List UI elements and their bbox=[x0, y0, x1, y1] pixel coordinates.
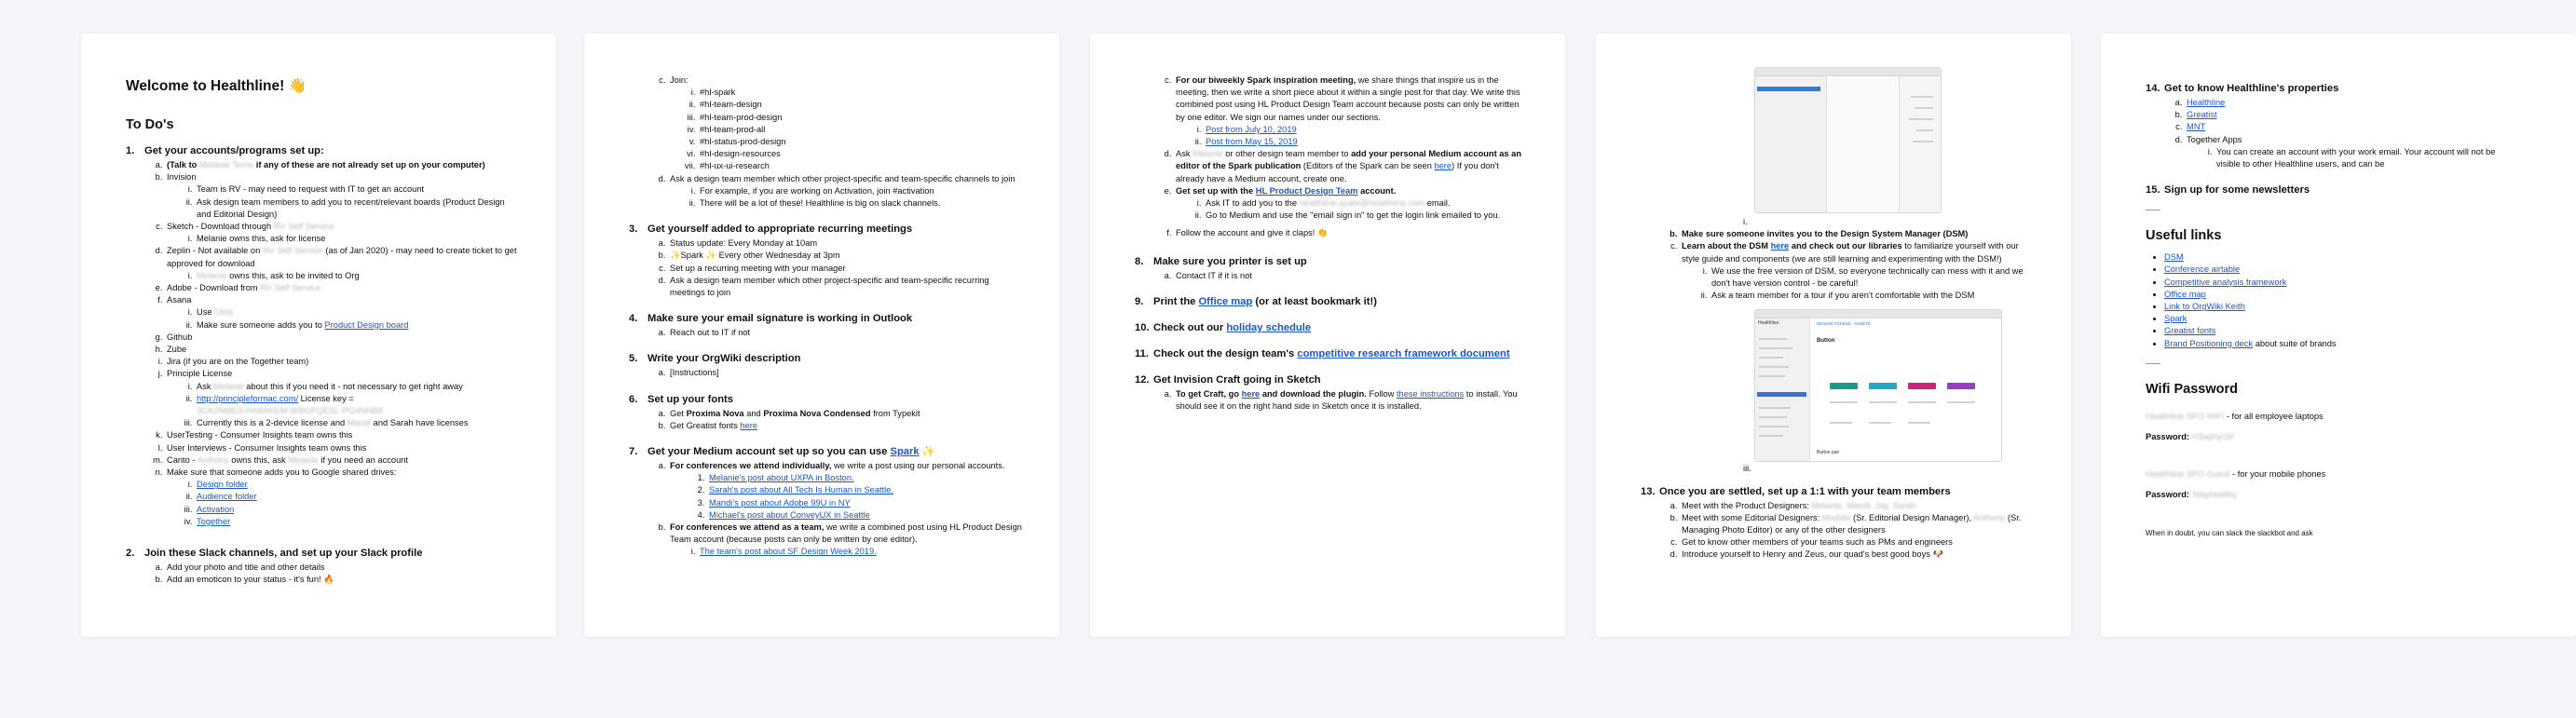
post-link[interactable]: Melanie's post about UXPA in Boston. bbox=[709, 473, 854, 483]
todo-item-14: 14. Get to know Healthline's properties a. Healthline b. Greatist c. MNT d. Together Apps i. You can create an account with your work email. Your account will not be visible to other Healthline users, and can be bbox=[2164, 82, 2500, 170]
slack-channel: ii. #hl-team-design bbox=[698, 99, 1022, 111]
list-item: b. Add an emoticon to your status - it's fun! 🔥 bbox=[165, 574, 519, 586]
list-item bbox=[1204, 124, 1528, 136]
list-item: i. Melanie owns this, ask for license bbox=[195, 233, 519, 245]
list-item: ii. http://principleformac.com/ License key = 3CA2NME3-HABAKEM-WBGFQESL-PG4NNB8 bbox=[195, 393, 519, 417]
list-item bbox=[1204, 136, 1528, 148]
holiday-schedule-link[interactable]: holiday schedule bbox=[1226, 321, 1312, 333]
wifi-section: Healthline SFO WiFi - for all employee laptops Password: H3a|thy!SF Healthline SFO Guest - for your mobile phones Password: Stayhealthy When in doubt, you can slack the slackbot and ask bbox=[2146, 411, 2326, 537]
todo-item-9: 9. Print the Office map (or at least bookmark it!) bbox=[1135, 295, 1377, 307]
todo-item-12: 12. Get Invision Craft going in Sketch a. To get Craft, go here and download the plugin. Follow these instructions to install. You should see it on the right hand side in Sketch once it is installed. bbox=[1153, 373, 1528, 413]
slack-channel: vii. #hl-ux-ui-research bbox=[698, 160, 1022, 172]
todo-list bbox=[126, 144, 519, 587]
list-item: c. Join: i. #hl-spark ii. #hl-team-design iii. #hl-team-prod-design iv. #hl-team-prod-all v. #hl-status-prod-design vi. #hl-design-resources vii. #hl-ux-ui-research bbox=[668, 75, 1022, 173]
doc-page-1 bbox=[81, 34, 556, 637]
activation-link[interactable]: Activation bbox=[197, 504, 235, 514]
conference-airtable-link[interactable]: Conference airtable bbox=[2164, 264, 2241, 275]
list-item: m. Canto - Anthony owns this, ask Melanie if you need an account bbox=[165, 454, 519, 467]
todo-item-8: 8. Make sure you printer is set up a. Contact IT if it is not bbox=[1153, 255, 1528, 282]
spark-post-link[interactable]: Post from May 15, 2019 bbox=[1206, 137, 1298, 147]
todo-item-2-heading: Join these Slack channels, and set up your Slack profile bbox=[144, 548, 423, 560]
todo-item-7: 7. Get your Medium account set up so you can use Spark ✨ a. For conferences we attend individually, we write a post using our personal accounts. 1. Melanie's post about UXPA in Boston. 2. Sarah's post about All Tech Is Human in Seattle. 3. Mandi's post about Adobe 99U in NY 4. Michael's post about ConveyUX in Seattle b. For conferences we attend as a team, we write a combined post using HL Product Design Team account (because posts can only be written by one editor). i. The team's post about SF Design Week 2019. bbox=[647, 445, 1022, 559]
list-item bbox=[707, 472, 1022, 484]
todo-item-1-heading: Get your accounts/programs set up: bbox=[144, 145, 324, 156]
list-item bbox=[707, 484, 1022, 496]
list-item: g. Github bbox=[165, 332, 519, 344]
list-item: ii. Make sure someone adds you to Product Design board bbox=[195, 319, 519, 332]
list-item: a. For conferences we attend individually, we write a post using our personal accounts. 1. Melanie's post about UXPA in Boston. 2. Sarah's post about All Tech Is Human in Seattle. 3. Mandi's post about Adobe 99U in NY 4. Michael's post about ConveyUX in Seattle bbox=[668, 460, 1022, 522]
list-item bbox=[195, 504, 519, 516]
divider bbox=[2146, 363, 2160, 364]
list-item: a. To get Craft, go here and download the plugin. Follow these instructions to install. You should see it on the right hand side in Sketch once it is installed. bbox=[1174, 388, 1528, 413]
list-item: c. Sketch - Download through RV Self Service i. Melanie owns this, ask for license bbox=[165, 221, 519, 245]
todo-item-5: 5. Write your OrgWiki description a. [Instructions] bbox=[647, 352, 1022, 379]
todo-item-3: 3. Get yourself added to appropriate recurring meetings a. Status update: Every Monday at 10am b. ✨Spark ✨ Every other Wednesday at 3pm c. Set up a recurring meeting with your manager d. Ask a design team member which other project-specific and team-specific recurring meetings to join bbox=[647, 223, 1022, 299]
list-item: b. Get Greatist fonts here bbox=[668, 420, 1022, 432]
list-item: c. Set up a recurring meeting with your manager bbox=[668, 263, 1022, 275]
doc-page-3 bbox=[1090, 34, 1565, 637]
list-item: ii. Ask a team member for a tour if you aren't comfortable with the DSM bbox=[1710, 290, 2034, 302]
list-item: c. Get to know other members of your teams such as PMs and engineers bbox=[1680, 536, 2034, 549]
post-link[interactable]: Mandi's post about Adobe 99U in NY bbox=[709, 497, 851, 508]
wifi-heading: Wifi Password bbox=[2146, 381, 2238, 397]
list-item: d. Ask a design team member which other project-specific and team-specific recurring meetings to join bbox=[668, 275, 1022, 299]
healthline-link[interactable]: Healthline bbox=[2187, 98, 2226, 107]
craft-instructions-link[interactable]: these instructions bbox=[1396, 388, 1465, 399]
list-item: i. Use Okta bbox=[195, 306, 519, 318]
list-item: a. Add your photo and title and other details bbox=[165, 562, 519, 574]
list-item: e. Adobe - Download from RV Self Service bbox=[165, 282, 519, 294]
list-item: e. Get set up with the HL Product Design Team account. i. Ask IT to add you to the healthline.spark@healthline.com email. ii. Go to Medium and use the "email sign in" to get the login link emailed to you. bbox=[1174, 185, 1528, 223]
mnt-link[interactable]: MNT bbox=[2187, 122, 2206, 132]
principle-link[interactable]: http://principleformac.com/ bbox=[197, 393, 299, 403]
office-map-useful-link[interactable]: Office map bbox=[2164, 289, 2206, 299]
useful-links-list: • DSM • Conference airtable • Competitive analysis framework • Office map • Link to OrgWiki Keith • Spark • Greatist fonts • Brand Positioning deck about suite of brands bbox=[2146, 251, 2500, 350]
doc-page-5 bbox=[2101, 34, 2576, 637]
competitive-research-link[interactable]: competitive research framework document bbox=[1297, 347, 1510, 359]
competitive-analysis-link[interactable]: Competitive analysis framework bbox=[2164, 277, 2287, 287]
design-folder-link[interactable]: Design folder bbox=[197, 480, 248, 490]
dsm-useful-link[interactable]: DSM bbox=[2164, 252, 2184, 263]
list-item: d. Together Apps i. You can create an account with your work email. Your account will not be visible to other Healthline users, and can be bbox=[2185, 134, 2500, 171]
list-item: a. Status update: Every Monday at 10am bbox=[668, 237, 1022, 250]
todo-item-4: 4. Make sure your email signature is working in Outlook a. Reach out to IT if not bbox=[647, 312, 1022, 339]
list-item: i. Ask IT to add you to the healthline.spark@healthline.com email. bbox=[1204, 197, 1528, 210]
list-item: h. Zube bbox=[165, 344, 519, 356]
list-item: ii. There will be a lot of these! Healthline is big on slack channels. bbox=[698, 197, 1022, 210]
list-item: i. We use the free version of DSM, so everyone technically can mess with it and we don't have version control - be careful! bbox=[1710, 265, 2034, 290]
audience-folder-link[interactable]: Audience folder bbox=[197, 492, 257, 502]
todo-item-13: 13. Once you are settled, set up a 1:1 with your team members a. Meet with the Product Designers: Melanie, Mandi, Jay, Sarah b. Meet with some Editorial Designers: Maddie (Sr. Editorial Design Manager), Anthony (Sr. Managing Photo Editor) or any of the other designers c. Get to know other members of your teams such as PMs and engineers d. Introduce yourself to Henry and Zeus, our quad's best good boys 🐶 bbox=[1659, 485, 2034, 562]
list-item: b. For conferences we attend as a team, we write a combined post using HL Product Design Team account (because posts can only be written by one editor). i. The team's post about SF Design Week 2019. bbox=[668, 522, 1022, 559]
sketch-screenshot bbox=[1754, 67, 1942, 213]
post-link[interactable]: Sarah's post about All Tech Is Human in Seattle. bbox=[709, 485, 893, 495]
list-item: d. Ask a design team member which other project-specific and team-specific channels to join i. For example, if you are working on Activation, join #activation ii. There will be a lot of these! Healthline is big on slack channels. bbox=[668, 173, 1022, 210]
list-item: b. ✨Spark ✨ Every other Wednesday at 3pm bbox=[668, 250, 1022, 262]
list-item: i. Team is RV - may need to request with IT to get an account bbox=[195, 183, 519, 196]
slack-channel: v. #hl-status-prod-design bbox=[698, 136, 1022, 148]
spark-link[interactable]: Spark bbox=[890, 446, 920, 458]
greatist-fonts-useful-link[interactable]: Greatist fonts bbox=[2164, 326, 2216, 336]
list-item: i. Ask Melanie about this if you need it - not necessary to get right away bbox=[195, 381, 519, 393]
office-map-link[interactable]: Office map bbox=[1198, 295, 1253, 307]
list-item: c. For our biweekly Spark inspiration meeting, we share things that inspire us in the meeting, then we write a short piece about it within a single post for that day. We write this combined post using HL Product Design Team account because posts can only be written by one editor. We sign our names under our sections. i. Post from July 10, 2019 ii. Post from May 15, 2019 bbox=[1174, 75, 1528, 148]
list-item: f. Asana i. Use Okta ii. Make sure someone adds you to Product Design board bbox=[165, 294, 519, 332]
list-item: a. Get Proxima Nova and Proxima Nova Condensed from Typekit bbox=[668, 408, 1022, 420]
greatist-fonts-link[interactable]: here bbox=[740, 420, 758, 430]
list-item: l. User Interviews - Consumer Insights team owns this bbox=[165, 442, 519, 454]
spark-editors-link[interactable]: here bbox=[1434, 161, 1452, 171]
todo-item-6: 6. Set up your fonts a. Get Proxima Nova and Proxima Nova Condensed from Typekit b. Get Greatist fonts here bbox=[647, 393, 1022, 432]
list-item: j. Principle License i. Ask Melanie about this if you need it - not necessary to get right away ii. http://principleformac.com/ License key = 3CA2NME3-HABAKEM-WBGFQESL-PG4NNB8 iii. Currently this is a 2-device license and Mandi and Sarah have licenses bbox=[165, 368, 519, 429]
list-item: a. [Instructions] bbox=[668, 367, 1022, 379]
list-item: a. Reach out to IT if not bbox=[668, 327, 1022, 339]
list-item: d. Ask Melanie or other design team member to add your personal Medium account as an editor of the Spark publication (Editors of the Spark can be seen here) If you don't already have a Medium account, create one. bbox=[1174, 148, 1528, 185]
team-post-link[interactable]: The team's post about SF Design Week 2019. bbox=[700, 547, 877, 557]
dsm-screenshot: Healthline DESIGN TOKENS ASSETS Button Button pair bbox=[1754, 309, 2002, 462]
doc-page-2 bbox=[584, 34, 1059, 637]
page-title: Welcome to Healthline! 👋 bbox=[126, 78, 307, 94]
todo-heading: To Do's bbox=[126, 117, 174, 132]
brand-positioning-link[interactable]: Brand Positioning deck bbox=[2164, 338, 2254, 348]
list-item bbox=[195, 491, 519, 503]
orgwiki-link[interactable]: Link to OrgWiki Keith bbox=[2164, 302, 2245, 312]
list-item: a. (Talk to Melanie Terrio if any of these are not already set up on your computer) bbox=[165, 159, 519, 171]
list-item: ii. Go to Medium and use the "email sign in" to get the login link emailed to you. bbox=[1204, 210, 1528, 222]
dsm-link[interactable]: here bbox=[1770, 241, 1790, 251]
list-item bbox=[195, 479, 519, 491]
spark-post-link[interactable]: Post from July 10, 2019 bbox=[1206, 124, 1297, 134]
list-item: n. Make sure that someone adds you to Google shared drives: i. Design folder ii. Audience folder iii. Activation iv. Together bbox=[165, 467, 519, 528]
slack-channel: iii. #hl-team-prod-design bbox=[698, 112, 1022, 124]
list-item: c. Learn about the DSM here and check out our libraries to familiarize yourself with our style guide and components (we are still learning and experimenting with the DSM!) i. We use the free version of DSM, so everyone technically can mess with it and we don't have version control - be careful! ii. Ask a team member for a tour if you aren't comfortable with the DSM bbox=[1680, 240, 2034, 302]
useful-links-heading: Useful links bbox=[2146, 228, 2222, 244]
craft-download-link[interactable]: here bbox=[1241, 388, 1261, 399]
list-item: d. Introduce yourself to Henry and Zeus, our quad's best good boys 🐶 bbox=[1680, 549, 2034, 561]
doc-page-4: i. b. Make sure someone invites you to the Design System Manager (DSM) c. Learn about the DSM here and check out our libraries to familiarize yourself with our style guide and components (we are still learning and experimenting with the DSM!) i. We use the free version of DSM, so everyone technically can mess with it and we don't have version control - be careful! ii. Ask a team member for a tour if you aren't comfortable with the DSM Healthline DESIGN TOKENS ASSETS Button Button pair iii. 13. Once you are settled, set up a 1:1 with your team members a. Meet with the Product Designers: Melanie, Mandi, Jay, Sarah b. Meet with some Editorial Designers: Maddie (Sr. Editorial Design Manager), Anthony (Sr. Managing Photo Editor) or any of the other designers c. Get to know other members of your teams such as PMs and engineers d. Introduce yourself to Henry and Zeus, our quad's best good boys 🐶 bbox=[1596, 34, 2071, 637]
list-item bbox=[707, 509, 1022, 522]
list-item: b. Make sure someone invites you to the Design System Manager (DSM) bbox=[1680, 228, 2034, 240]
todo-item-11: 11. Check out the design team's competitive research framework document bbox=[1135, 347, 1510, 359]
list-item bbox=[2185, 109, 2500, 121]
slack-channel: vi. #hl-design-resources bbox=[698, 148, 1022, 160]
spark-useful-link[interactable]: Spark bbox=[2164, 314, 2188, 324]
todo-item-15: 15. Sign up for some newsletters bbox=[2146, 184, 2310, 196]
todo-item-1: 1. Get your accounts/programs set up: a. (Talk to Melanie Terrio if any of these are not already set up on your computer) b. Invision i. Team is RV - may need to request with IT to get an account ii. Ask design team members to add you to recent/relevant boards (Product Design and Editorial Design) c. Sketch - Download through RV Self Service i. Melanie owns this, ask for license d. Zeplin - Not available on RV Self Service (as of Jan 2020) - may need to create ticket to get approved for download i. Melanie owns this, ask to be invited to Org e. Adobe - Download from RV Self Service f. Asana i. Use Okta ii. Make sure someone adds you to Product Design board g. Github h. Zube i. Jira (if you are on the Together team) j. Principle License i. Ask Melanie about this if you need it - not necessary to get right away ii. http://principleformac.com/ License key = 3CA2NME3-HABAKEM-WBGFQESL-PG4NNB8 iii. Currently this is a 2-device license and Mandi and Sarah have licenses k. UserTesting - Consumer Insights team owns this l. User Interviews - Consumer Insights team owns this m. Canto - Anthony owns this, ask Melanie if you need an account n. Make sure that someone adds you to Google shared drives: i. Design folder ii. Audience folder iii. Activation iv. Together bbox=[144, 144, 519, 528]
list-item: i. Melanie owns this, ask to be invited to Org bbox=[195, 270, 519, 282]
list-item: f. Follow the account and give it claps! 👏 bbox=[1174, 227, 1528, 239]
slack-channel: i. #hl-spark bbox=[698, 87, 1022, 99]
list-item bbox=[2185, 121, 2500, 133]
list-item: b. Invision i. Team is RV - may need to request with IT to get an account ii. Ask design team members to add you to recent/relevant boards (Product Design and Editorial Design) bbox=[165, 171, 519, 221]
list-item bbox=[698, 546, 1022, 558]
together-link[interactable]: Together bbox=[197, 516, 231, 526]
list-item: a. Meet with the Product Designers: Melanie, Mandi, Jay, Sarah bbox=[1680, 500, 2034, 512]
hl-product-design-team-link[interactable]: HL Product Design Team bbox=[1255, 185, 1358, 196]
list-item bbox=[707, 497, 1022, 509]
list-item: i. For example, if you are working on Activation, join #activation bbox=[698, 185, 1022, 197]
list-item: i. You can create an account with your work email. Your account will not be visible to other Healthline users, and can be bbox=[2215, 146, 2500, 170]
list-item: ii. Ask design team members to add you to recent/relevant boards (Product Design and Editorial Design) bbox=[195, 196, 519, 221]
list-item bbox=[195, 516, 519, 528]
list-item: b. Meet with some Editorial Designers: Maddie (Sr. Editorial Design Manager), Anthony (Sr. Managing Photo Editor) or any of the other designers bbox=[1680, 512, 2034, 536]
list-item bbox=[2185, 97, 2500, 109]
product-design-board-link[interactable]: Product Design board bbox=[324, 319, 409, 330]
list-item: i. Jira (if you are on the Together team) bbox=[165, 356, 519, 368]
slack-channel: iv. #hl-team-prod-all bbox=[698, 124, 1022, 136]
list-item: a. Contact IT if it is not bbox=[1174, 270, 1528, 282]
greatist-link[interactable]: Greatist bbox=[2187, 110, 2217, 120]
post-link[interactable]: Michael's post about ConveyUX in Seattle bbox=[709, 509, 870, 520]
list-item: d. Zeplin - Not available on RV Self Service (as of Jan 2020) - may need to create ticket to get approved for download i. Melanie owns this, ask to be invited to Org bbox=[165, 245, 519, 282]
todo-item-2: 2. Join these Slack channels, and set up your Slack profile a. Add your photo and title and other details b. Add an emoticon to your status - it's fun! 🔥 bbox=[144, 547, 519, 586]
list-item: iii. Currently this is a 2-device license and Mandi and Sarah have licenses bbox=[195, 417, 519, 429]
todo-item-10: 10. Check out our holiday schedule bbox=[1135, 321, 1312, 333]
list-item: k. UserTesting - Consumer Insights team owns this bbox=[165, 429, 519, 441]
